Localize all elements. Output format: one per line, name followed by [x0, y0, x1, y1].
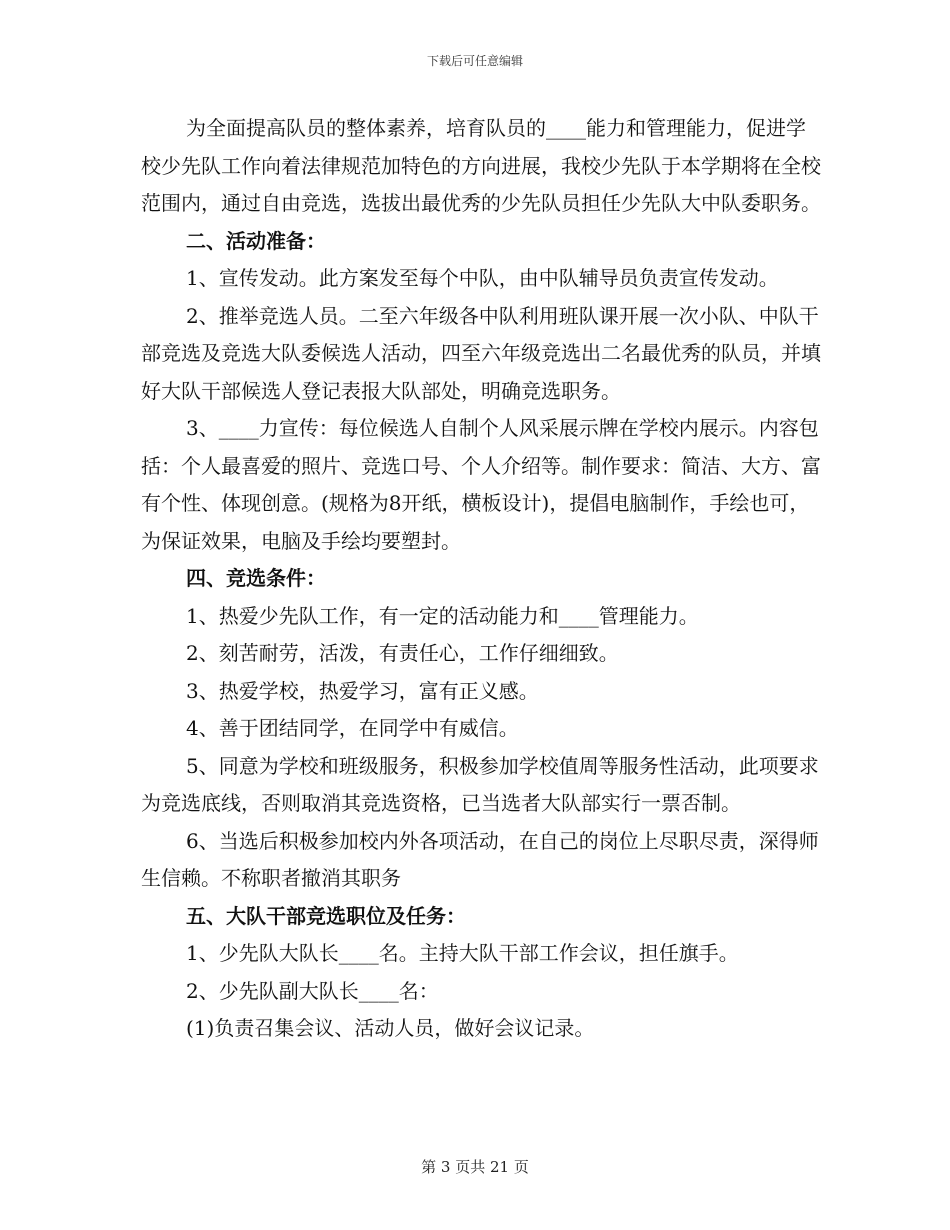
position-item-2: 2、少先队副大队长____名： [186, 978, 439, 1003]
position-item-1: 1、少先队大队长____名。主持大队干部工作会议，担任旗手。 [186, 941, 739, 965]
condition-item-5: 5、同意为学校和班级服务，积极参加学校值周等服务性活动，此项要求为竞选底线，否则取消其竞选资格，已当选者大队部实行一票否制。 [141, 753, 819, 815]
prep-item-1: 1、宣传发动。此方案发至每个中队，由中队辅导员负责宣传发动。 [186, 266, 779, 290]
intro-paragraph: 为全面提高队员的整体素养，培育队员的____能力和管理能力，促进学校少先队工作向着法律规范加特色的方向进展，我校少先队于本学期将在全校范围内，通过自由竞选，选拔出最优秀的少先队员担任少先队大中队委职务。 [141, 116, 821, 215]
document-body [141, 110, 821, 1048]
condition-item-6: 6、当选后积极参加校内外各项活动，在自己的岗位上尽职尽责，深得师生信赖。不称职者撤消其职务 [141, 828, 819, 890]
page-header: 下载后可任意编辑 [426, 54, 523, 68]
prep-item-3: 3、____力宣传：每位候选人自制个人风采展示牌在学校内展示。内容包括：个人最喜爱的照片、竞选口号、个人介绍等。制作要求：简洁、大方、富有个性、体现创意。(规格为8开纸，横板设计)，提倡电脑制作，手绘也可，为保证效果，电脑及手绘均要塑封。 [141, 416, 821, 553]
condition-item-3: 3、热爱学校，热爱学习，富有正义感。 [186, 678, 539, 703]
section-heading-conditions: 四、竞选条件： [186, 566, 326, 590]
condition-item-4: 4、善于团结同学，在同学中有威信。 [186, 716, 519, 740]
condition-item-1: 1、热爱少先队工作，有一定的活动能力和____管理能力。 [186, 603, 699, 628]
section-heading-preparation: 二、活动准备： [186, 228, 326, 253]
position-subitem-1: (1)负责召集会议、活动人员，做好会议记录。 [186, 1016, 595, 1040]
page-footer: 第 3 页共 21 页 [421, 1158, 529, 1176]
condition-item-2: 2、刻苦耐劳，活泼，有责任心，工作仔细细致。 [186, 641, 619, 665]
section-heading-positions: 五、大队干部竞选职位及任务： [186, 903, 466, 928]
prep-item-2: 2、推举竞选人员。二至六年级各中队利用班队课开展一次小队、中队干部竞选及竞选大队委候选人活动，四至六年级竞选出二名最优秀的队员，并填好大队干部候选人登记表报大队部处，明确竞选职务。 [141, 303, 821, 403]
